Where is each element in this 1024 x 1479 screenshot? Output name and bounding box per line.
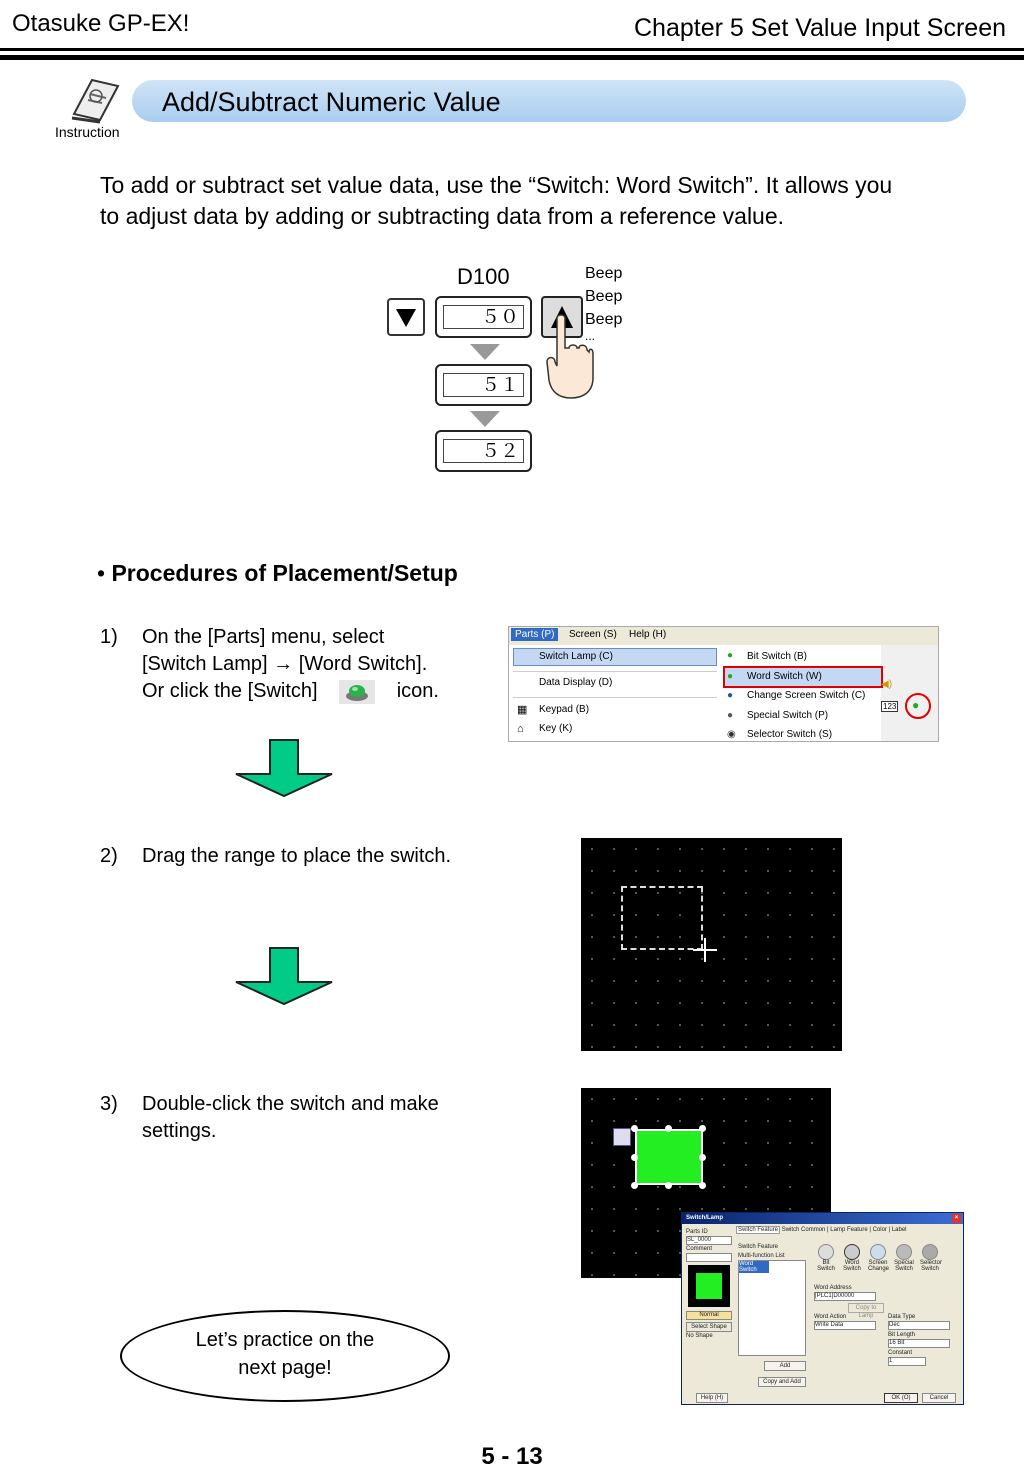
bit-switch-icon: ● (727, 650, 734, 661)
value-display: ５０ (443, 305, 524, 329)
switch-type-icons: Bit Switch Word Switch Screen Change Special Switch Selector Switch (816, 1244, 940, 1272)
step-text: On the [Parts] menu, select [Switch Lamp] → [Word Switch]. Or click the [Switch] icon. (142, 626, 439, 702)
step-text: Drag the range to place the switch. (142, 845, 452, 867)
header-rule (0, 48, 1024, 51)
menu-item-label: Switch Lamp (C) (539, 651, 613, 662)
page-number: 5 - 13 (481, 1443, 543, 1470)
practice-callout: Let’s practice on the next page! (120, 1310, 450, 1402)
change-screen-icon: ● (727, 690, 734, 701)
keypad-icon: ▦ (517, 704, 528, 716)
decrement-button (387, 298, 425, 336)
address-label: D100 (457, 264, 510, 289)
parts-dropdown (509, 645, 722, 742)
speaker-icon: ◀) (881, 679, 893, 690)
step-number: 3) (100, 1093, 118, 1115)
section-banner (132, 80, 966, 122)
submenu-item-label: Bit Switch (B) (747, 651, 808, 662)
switch-submenu (721, 645, 881, 742)
switch-icon-highlight (905, 693, 931, 719)
down-triangle-icon (389, 300, 423, 334)
book-icon (52, 74, 132, 126)
step-text: Double-click the switch and make settings. (142, 1093, 439, 1142)
step-1 (100, 624, 500, 714)
instruction-badge (52, 74, 132, 144)
shape-preview (688, 1265, 730, 1307)
menu-item-label: Data Display (D) (539, 677, 613, 688)
submenu-item-label: Special Switch (P) (747, 710, 829, 721)
placed-switch (635, 1129, 703, 1185)
dialog-tabs: Switch Feature Switch Common | Lamp Feature | Color | Label (738, 1227, 907, 1233)
value-box-3 (435, 430, 532, 472)
value-box-1 (435, 296, 532, 338)
key-icon: ⌂ (517, 723, 524, 735)
menu-screen: Screen (S) (569, 629, 617, 640)
instruction-label: Instruction (55, 124, 120, 140)
submenu-item-label: Word Switch (W) (747, 671, 822, 682)
value-box-2 (435, 364, 532, 406)
switch-icon (339, 680, 375, 704)
step-number: 2) (100, 845, 118, 867)
document-title: Otasuke GP-EX! (12, 10, 190, 37)
numeric-display-icon: 123 (883, 702, 897, 711)
selection-rectangle (621, 886, 703, 950)
drag-range-screenshot (581, 838, 842, 1051)
step-number: 1) (100, 626, 118, 648)
menu-parts: Parts (P) (511, 628, 558, 641)
beep-text: Beep Beep Beep ... (585, 265, 623, 343)
dialog-titlebar: Switch/Lamp × (682, 1213, 963, 1224)
down-arrow-icon (470, 344, 500, 362)
menu-item-label: Keypad (B) (539, 704, 590, 715)
menu-help: Help (H) (629, 629, 667, 640)
next-step-arrow-icon (234, 738, 334, 798)
down-arrow-icon (470, 411, 500, 429)
menu-bar (509, 627, 939, 645)
value-display: ５１ (443, 373, 524, 397)
parts-marker-icon (613, 1128, 631, 1146)
close-icon: × (952, 1214, 961, 1223)
switch-toolbar-icon (339, 680, 375, 704)
section-title: Add/Subtract Numeric Value (162, 87, 501, 117)
selector-switch-icon: ◉ (727, 729, 736, 740)
switch-icon: ● (912, 698, 920, 712)
word-switch-icon: ● (727, 671, 734, 682)
multifunction-list: Word Switch (738, 1260, 806, 1356)
header-rule-thick (0, 55, 1024, 60)
toolbar-icons (881, 679, 892, 690)
procedures-heading: • Procedures of Placement/Setup (97, 560, 458, 586)
add-subtract-diagram (385, 262, 645, 477)
submenu-item-label: Selector Switch (S) (747, 729, 833, 740)
submenu-item-label: Change Screen Switch (C) (747, 690, 866, 701)
menu-item-label: Key (K) (539, 723, 573, 734)
chapter-title: Chapter 5 Set Value Input Screen (634, 14, 1006, 42)
value-display: ５２ (443, 439, 524, 463)
next-step-arrow-icon (234, 946, 334, 1006)
special-switch-icon: ● (727, 710, 734, 721)
crosshair-cursor-icon (693, 938, 717, 962)
intro-paragraph: To add or subtract set value data, use the “Switch: Word Switch”. It allows you to adjust data by adding or subtracting data from a reference value. (100, 172, 893, 229)
switch-lamp-dialog: Switch/Lamp × Parts ID SL_0000 Comment Normal Select Shape No Shape Switch Feature Switch Common | Lamp Feature | Color | Label Switch Feature Multi-function List Word Switch Add Copy and Add Bit Switch Word Switch Screen Change Special Switch Selector Switch Word Address [PLC1]D00000 Copy to Lamp Word Action Write Data Data Type Dec Bit Length 16 Bit Constant 1 Help (H) OK (O) Cancel (681, 1212, 964, 1405)
parts-menu-screenshot (508, 626, 939, 742)
